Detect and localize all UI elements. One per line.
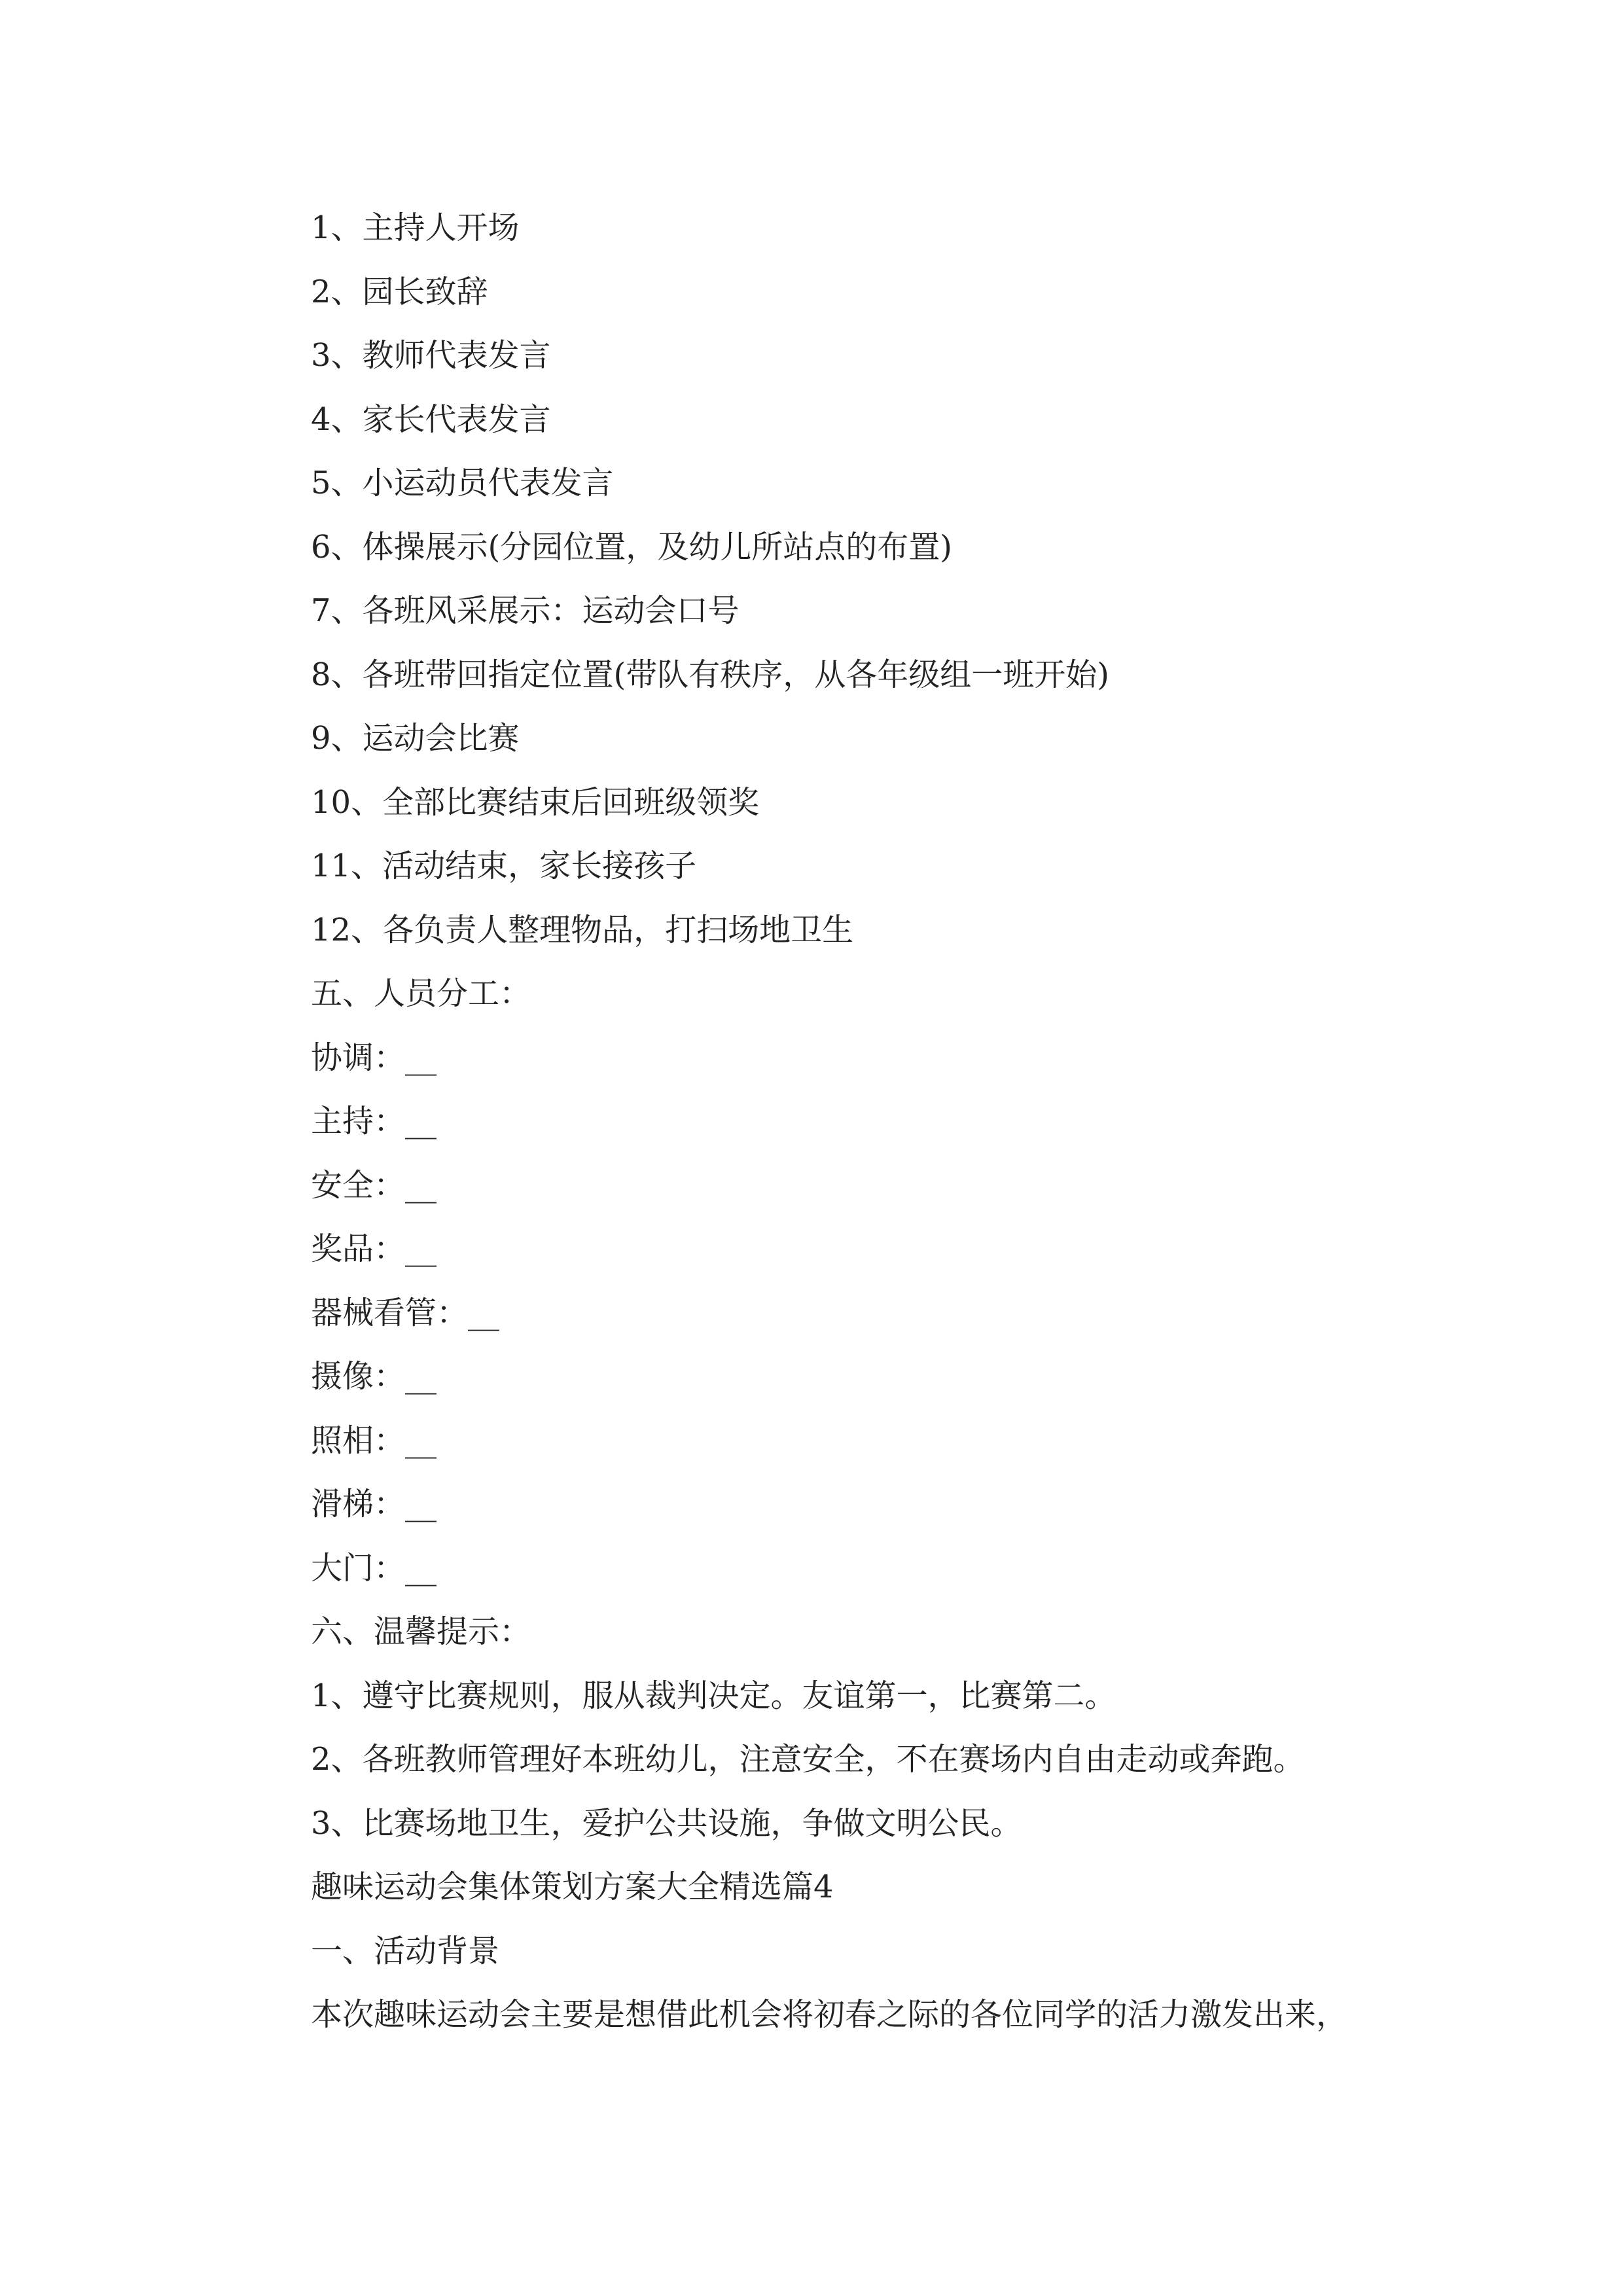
list-item: 2、园长致辞 bbox=[311, 273, 488, 310]
list-item: 3、教师代表发言 bbox=[311, 337, 551, 374]
role-line: 奖品：__ bbox=[311, 1230, 437, 1267]
section-heading: 五、人员分工： bbox=[311, 975, 531, 1012]
list-item: 12、各负责人整理物品，打扫场地卫生 bbox=[311, 911, 854, 948]
role-line: 滑梯：__ bbox=[311, 1486, 437, 1522]
list-item: 5、小运动员代表发言 bbox=[311, 465, 614, 501]
list-item: 11、活动结束，家长接孩子 bbox=[311, 848, 697, 884]
list-item: 1、主持人开场 bbox=[311, 209, 520, 246]
tip-item: 1、遵守比赛规则，服从裁判决定。友谊第一，比赛第二。 bbox=[311, 1677, 1116, 1714]
list-item: 9、运动会比赛 bbox=[311, 720, 520, 757]
role-line: 摄像：__ bbox=[311, 1358, 437, 1395]
list-item: 4、家长代表发言 bbox=[311, 401, 551, 438]
tip-item: 2、各班教师管理好本班幼儿，注意安全，不在赛场内自由走动或奔跑。 bbox=[311, 1741, 1305, 1778]
list-item: 6、体操展示(分园位置，及幼儿所站点的布置) bbox=[311, 528, 952, 565]
list-item: 10、全部比赛结束后回班级领奖 bbox=[311, 783, 760, 821]
role-line: 主持：__ bbox=[311, 1103, 437, 1139]
tip-item: 3、比赛场地卫生，爱护公共设施，争做文明公民。 bbox=[311, 1804, 1022, 1842]
role-line: 器械看管：__ bbox=[311, 1294, 500, 1331]
article-title: 趣味运动会集体策划方案大全精选篇4 bbox=[311, 1869, 834, 1905]
document-body bbox=[311, 196, 1423, 2047]
role-line: 协调：__ bbox=[311, 1039, 437, 1076]
section-heading: 一、活动背景 bbox=[311, 1932, 500, 1969]
role-line: 安全：__ bbox=[311, 1166, 437, 1204]
role-line: 大门：__ bbox=[311, 1549, 437, 1587]
paragraph-text: 本次趣味运动会主要是想借此机会将初春之际的各位同学的活力激发出来， bbox=[311, 1996, 1348, 2033]
list-item: 8、各班带回指定位置(带队有秩序，从各年级组一班开始) bbox=[311, 656, 1109, 693]
role-line: 照相：__ bbox=[311, 1422, 437, 1459]
section-heading: 六、温馨提示： bbox=[311, 1613, 531, 1650]
list-item: 7、各班风采展示：运动会口号 bbox=[311, 592, 740, 629]
